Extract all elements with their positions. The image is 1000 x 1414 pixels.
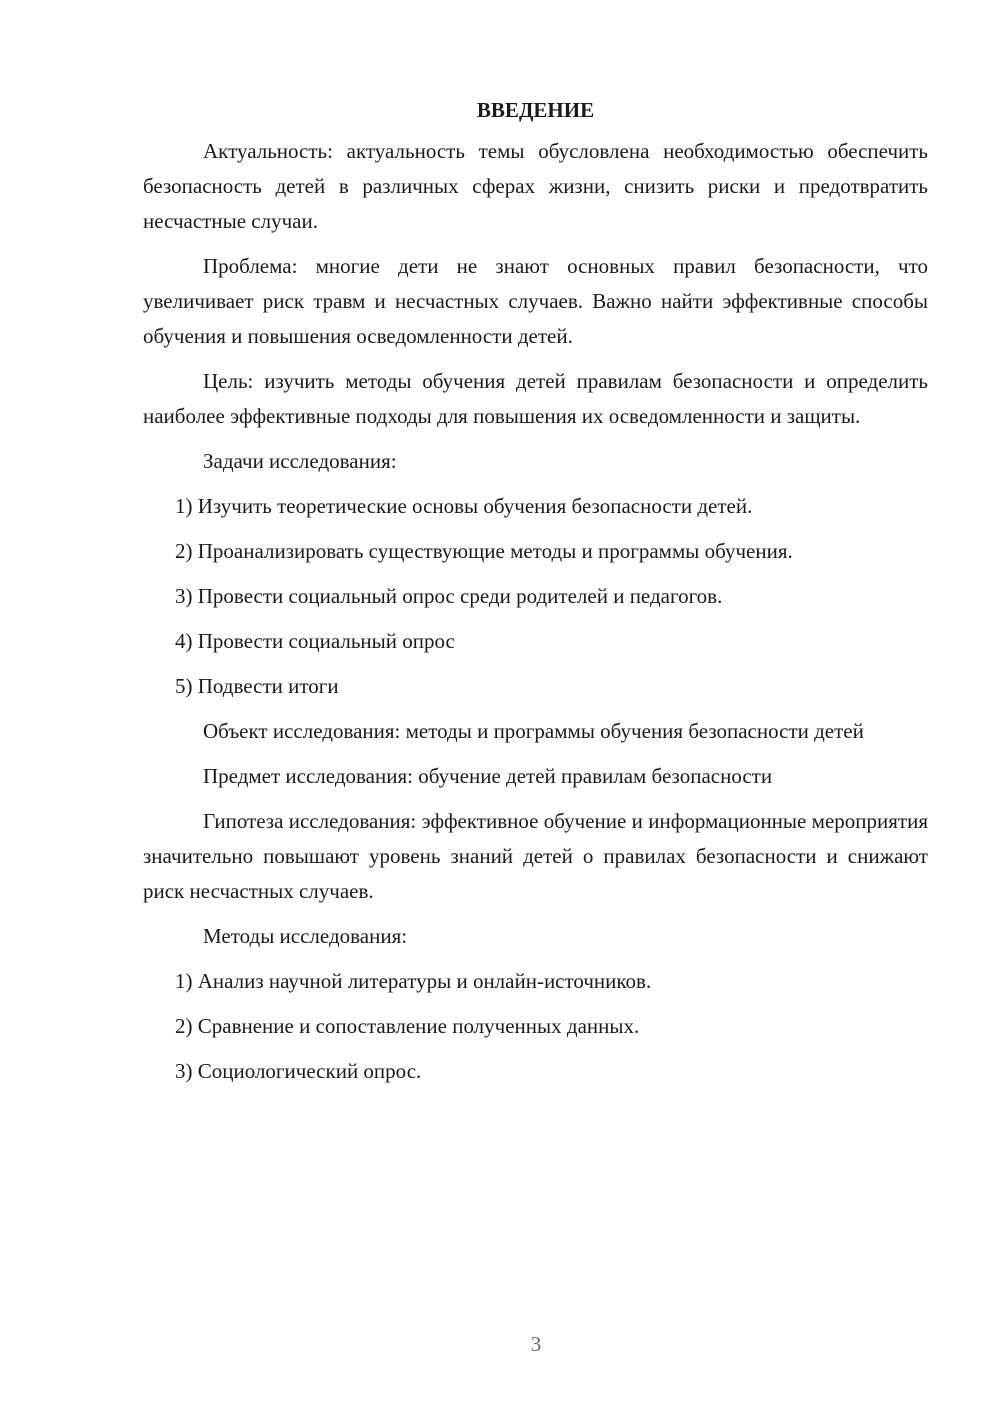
object-paragraph: Объект исследования: методы и программы обучения безопасности детей — [203, 719, 864, 743]
methods-list — [143, 964, 928, 1089]
tasks-list — [143, 489, 928, 704]
subject-paragraph: Предмет исследования: обучение детей правилам безопасности — [203, 764, 773, 788]
relevance-paragraph: Актуальность: актуальность темы обусловлена необходимостью обеспечить безопасность детей в различных сферах жизни, снизить риски и предотвратить несчастные случаи. — [143, 139, 928, 233]
task-item: 4) Провести социальный опрос — [175, 629, 455, 653]
document-page — [143, 92, 928, 1099]
methods-heading: Методы исследования: — [203, 924, 408, 948]
task-item: 3) Провести социальный опрос среди родителей и педагогов. — [175, 584, 723, 608]
tasks-heading: Задачи исследования: — [203, 449, 397, 473]
method-item: 1) Анализ научной литературы и онлайн-источников. — [175, 969, 652, 993]
task-item: 1) Изучить теоретические основы обучения безопасности детей. — [175, 494, 753, 518]
problem-paragraph: Проблема: многие дети не знают основных правил безопасности, что увеличивает риск травм и несчастных случаев. Важно найти эффективные способы обучения и повышения осведомленности детей. — [143, 254, 928, 348]
hypothesis-paragraph: Гипотеза исследования: эффективное обучение и информационные мероприятия значительно повышают уровень знаний детей о правилах безопасности и снижают риск несчастных случаев. — [143, 809, 928, 903]
task-item: 5) Подвести итоги — [175, 674, 339, 698]
page-number: 3 — [530, 1332, 542, 1356]
method-item: 2) Сравнение и сопоставление полученных данных. — [175, 1014, 640, 1038]
task-item: 2) Проанализировать существующие методы и программы обучения. — [175, 539, 793, 563]
goal-paragraph: Цель: изучить методы обучения детей правилам безопасности и определить наиболее эффективные подходы для повышения их осведомленности и защиты. — [143, 369, 928, 428]
method-item: 3) Социологический опрос. — [175, 1059, 422, 1083]
section-title: ВВЕДЕНИЕ — [476, 98, 595, 122]
